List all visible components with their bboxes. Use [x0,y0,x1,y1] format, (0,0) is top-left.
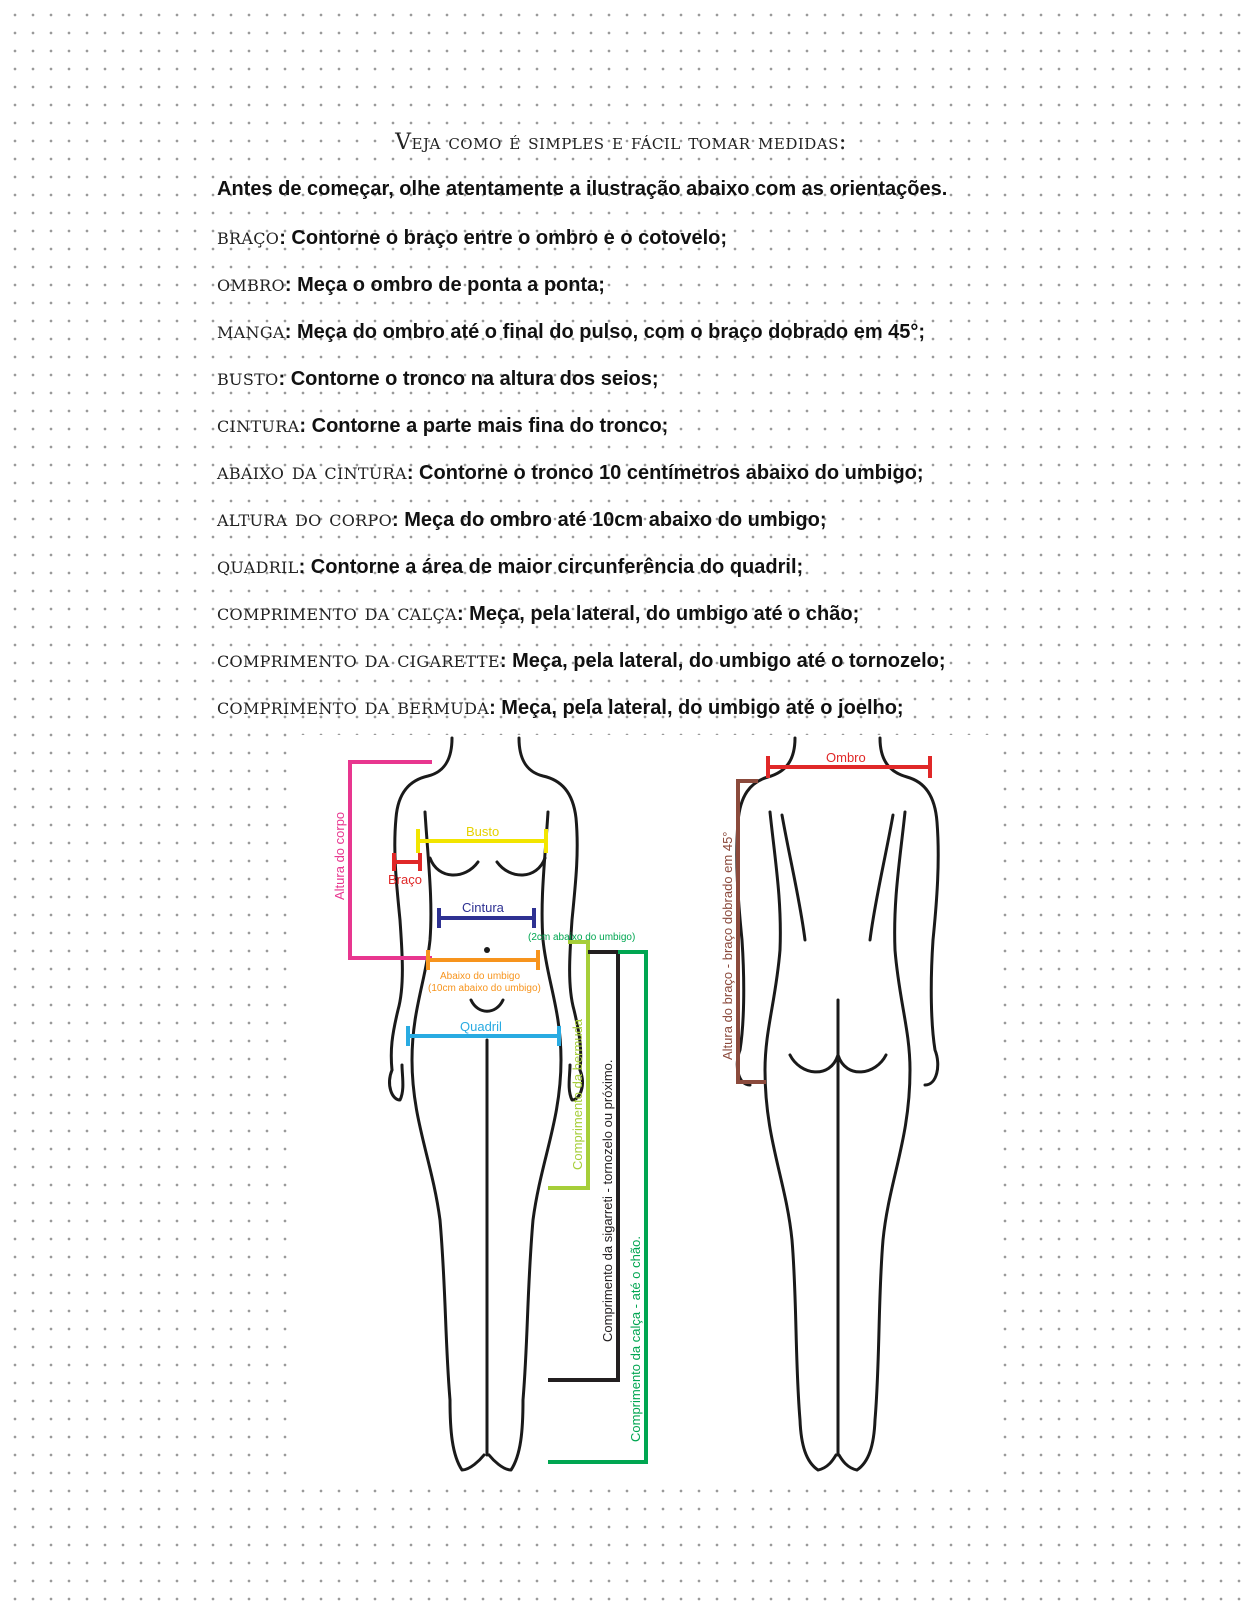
rule-desc: : Contorne o tronco na altura dos seios; [278,368,659,390]
rule-term: braço [217,224,280,250]
rule-term: quadril [217,553,299,579]
abaixo-umbigo-label: Abaixo do umbigo [440,971,521,982]
page-title: Veja como é simples e fácil tomar medidas: [395,130,847,155]
rule-desc: : Contorne a parte mais fina do tronco; [299,415,669,437]
quadril-label: Quadril [460,1019,502,1034]
rule-desc: : Meça, pela lateral, do umbigo até o joelho; [489,697,904,719]
rule-desc: : Meça do ombro até 10cm abaixo do umbigo; [392,509,827,531]
rule-desc: : Meça, pela lateral, do umbigo até o chão; [456,603,860,625]
calca-label: Comprimento da calça - até o chão. [628,1236,643,1442]
busto-label: Busto [466,824,500,839]
rule-desc: : Contorne o braço entre o ombro e o cotovelo; [279,227,728,249]
rule-term: ombro [217,271,285,297]
abaixo-umbigo-sublabel: (10cm abaixo do umbigo) [428,983,541,994]
bermuda-label: Comprimento da bermuda [570,1018,585,1170]
altura-corpo-label: Altura do corpo [332,811,347,900]
rule-term: altura do corpo [217,506,392,532]
rule-desc: : Contorne a área de maior circunferência do quadril; [298,556,804,578]
rule-desc: : Meça, pela lateral, do umbigo até o tornozelo; [499,650,946,672]
rule-term: abaixo da cintura [217,459,407,485]
intro-text: Antes de começar, olhe atentamente a ilustração abaixo com as orientações. [217,178,948,200]
braco-label: Braço [388,872,422,887]
rule-term: comprimento da bermuda [217,694,490,720]
rule-desc: : Contorne o tronco 10 centímetros abaixo do umbigo; [406,462,924,484]
cintura-label: Cintura [462,900,504,915]
rule-desc: : Meça do ombro até o final do pulso, com o braço dobrado em 45°; [284,321,926,343]
rule-term: busto [217,365,279,391]
manga-label: Altura do braço - braço dobrado em 45° [720,831,735,1060]
rule-term: comprimento da calça [217,600,457,626]
rule-term: cintura [217,412,300,438]
rule-desc: : Meça o ombro de ponta a ponta; [284,274,605,296]
cm-abaixo-umbigo-label: (2cm abaixo do umbigo) [528,932,636,943]
cigarrete-label: Comprimento da sigarreti - tornozelo ou próximo. [600,1059,615,1342]
rule-term: comprimento da cigarette [217,647,500,673]
rule-term: manga [217,318,285,344]
ombro-label: Ombro [826,750,866,765]
